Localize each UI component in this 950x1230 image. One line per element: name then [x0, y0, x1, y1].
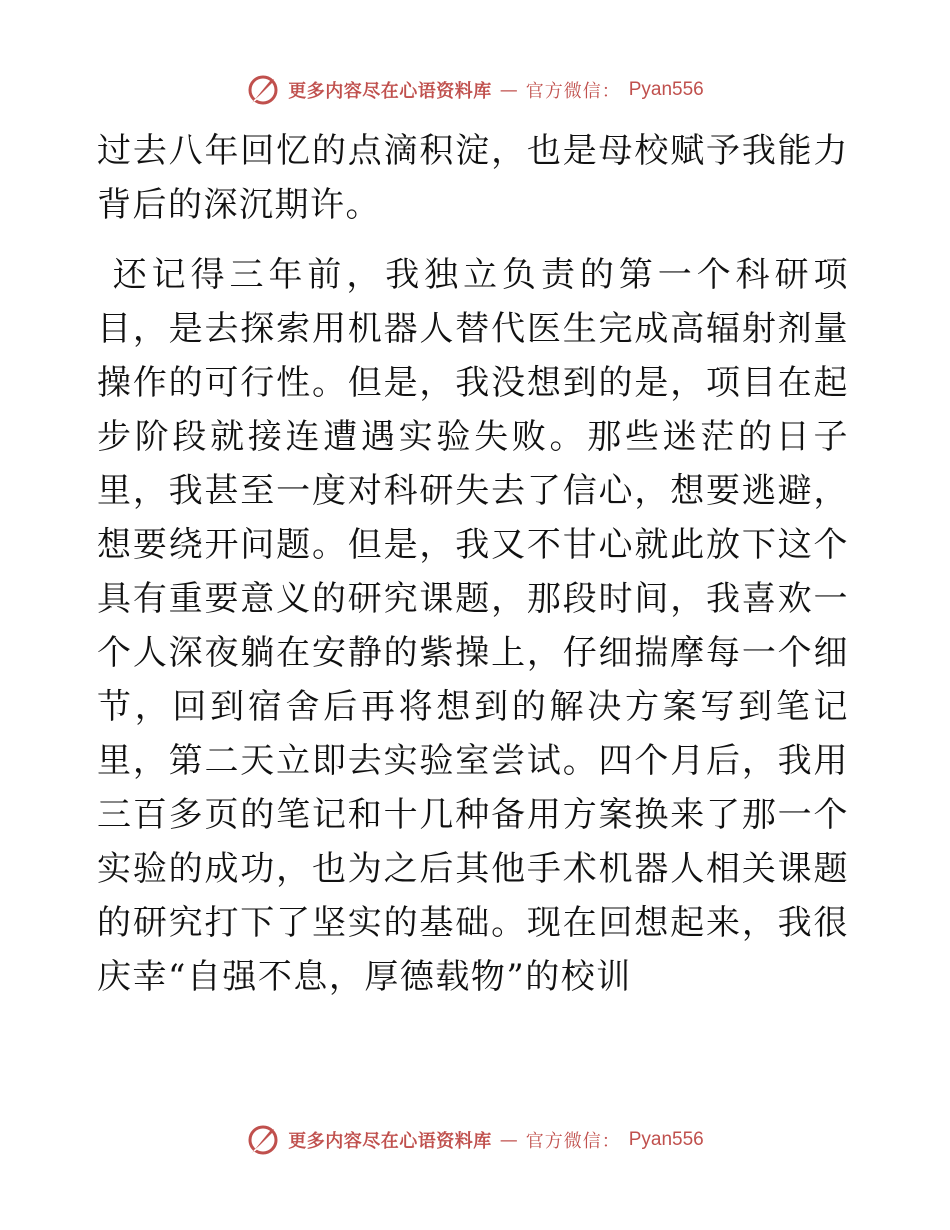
footer-wechat-label: 官方微信： [525, 1131, 621, 1152]
footer-banner [0, 1120, 950, 1160]
paragraph-1: 过去八年回忆的点滴积淀，也是母校赋予我能力背后的深沉期许。 [97, 131, 849, 225]
quill-logo-icon [246, 73, 280, 107]
header-wechat-id: Pyan556 [628, 79, 704, 100]
quill-logo-icon [246, 1123, 280, 1157]
footer-wechat-id: Pyan556 [628, 1129, 704, 1150]
header-banner [0, 70, 950, 110]
header-wechat-label: 官方微信： [525, 81, 621, 102]
header-dash: — [499, 79, 518, 101]
footer-brand: 更多内容尽在心语资料库 [288, 1131, 492, 1152]
header-brand: 更多内容尽在心语资料库 [288, 81, 492, 102]
document-body [97, 124, 849, 1004]
paragraph-2: 还记得三年前，我独立负责的第一个科研项目，是去探索用机器人替代医生完成高辐射剂量操作的可行性。但是，我没想到的是，项目在起步阶段就接连遭遇实验失败。那些迷茫的日子里，我甚至一度对科研失去了信心，想要逃避，想要绕开问题。但是，我又不甘心就此放下这个具有重要意义的研究课题，那段时间，我喜欢一个人深夜躺在安静的紫操上，仔细揣摩每一个细节，回到宿舍后再将想到的解决方案写到笔记里，第二天立即去实验室尝试。四个月后，我用三百多页的笔记和十几种备用方案换来了那一个实验的成功，也为之后其他手术机器人相关课题的研究打下了坚实的基础。现在回想起来，我很庆幸“自强不息，厚德载物”的校训 [97, 255, 850, 997]
footer-dash: — [499, 1129, 518, 1151]
